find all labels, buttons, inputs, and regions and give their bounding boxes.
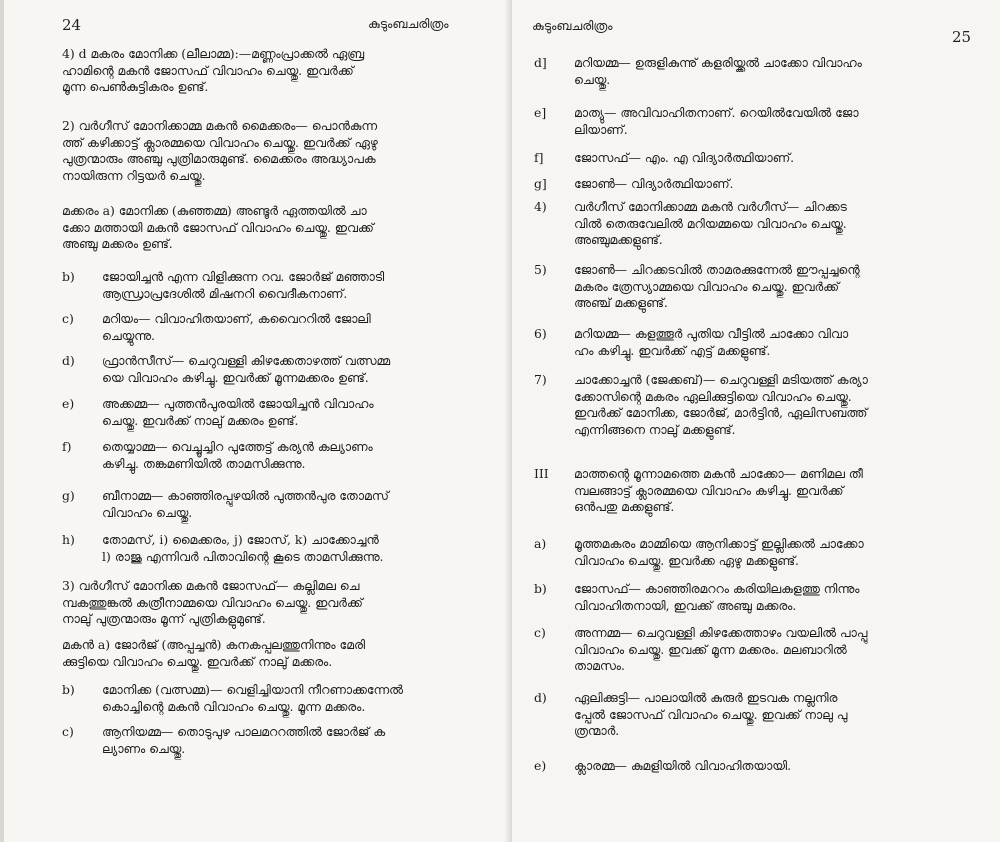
text-line: നായിരുന്ന റിട്ടയർ ചെയ്തു.: [62, 167, 206, 183]
list-item: [62, 353, 502, 387]
text-line: മൂന്ന പെൺകുട്ടികരം ഉണ്ട്.: [62, 79, 209, 94]
text-line: അന്നമ്മ— ചെറുവള്ളി കിഴക്കേത്താഴം വയലിൽ പാപ്പു: [574, 625, 868, 640]
list-item: [534, 536, 984, 570]
text-line: യെ വിവാഹം കഴിച്ചു. ഇവർക്ക് മൂന്നമക്കരം ഉണ്ട്.: [102, 369, 369, 385]
text-line: അഞ്ചുമക്കളുണ്ട്.: [574, 232, 663, 247]
text-line: വിൽ തെരുവേലിൽ മറിയമ്മയെ വിവാഹം ചെയ്തു.: [574, 215, 847, 231]
list-item: [534, 176, 984, 194]
text-line: ക്ലാരമ്മ— കുമളിയിൽ വിവാഹിതയായി.: [574, 758, 792, 773]
text-line: ആനിയമ്മ— തൊടുപുഴ പാലമററത്തിൽ ജോർജ് ക: [102, 724, 386, 739]
item-label: a): [534, 536, 547, 551]
text-line: ചാക്കോച്ചൻ (ജേക്കബ്)— ചെറുവള്ളി മടിയത്ത് കര്യാ: [574, 372, 868, 387]
item-label: c): [62, 311, 74, 326]
item-label: e): [534, 758, 547, 773]
item-label: e]: [534, 105, 547, 120]
list-item: [534, 372, 984, 442]
para-4: [62, 46, 502, 96]
para-3: [62, 578, 502, 628]
text-line: ഒൻപതു മക്കളുണ്ട്.: [574, 499, 675, 514]
list-item: [62, 311, 502, 345]
item-label: c): [534, 625, 546, 640]
list-item: [62, 488, 502, 522]
text-line: ആന്ധ്രാപ്രദേശിൽ മിഷനറി വൈദീകനാണ്.: [102, 285, 348, 301]
text-line: ക്കോസിന്റെ മകരം ഏലിക്കുട്ടിയെ വിവാഹം ചെയ്തു.: [574, 388, 852, 404]
item-label: b): [62, 269, 75, 284]
text-line: l) രാജു എന്നിവർ പിതാവിന്റെ കൂടെ താമസിക്കുന്നു.: [102, 548, 384, 564]
text-line: 4) d മകരം മോനിക്ക (ലീലാമ്മ):—മണ്ണംപ്രാക്കൽ ഏബ്ര: [62, 46, 365, 61]
text-line: കഴിച്ചു. തങ്കമണിയിൽ താമസിക്കുന്നു.: [102, 455, 306, 471]
text-line: ഏലിക്കുട്ടി— പാലായിൽ കുരുർ ഇടവക നല്ലനിര: [574, 690, 838, 705]
list-item: [534, 326, 984, 360]
list-item: [62, 724, 502, 758]
list-item: [534, 758, 984, 776]
text-line: 3) വർഗീസ് മോനിക്ക മകൻ ജോസഫ്— കല്ലിമല ചെ: [62, 578, 360, 593]
text-line: മകൻ a) ജോർജ് (അപ്പച്ചൻ) കനകപ്പലത്തുനിന്നും മേരി: [62, 637, 366, 652]
text-line: മൂത്തമകരം മാമ്മിയെ ആനിക്കാട്ട് ഇല്ലിക്കൽ ചാക്കോ: [574, 536, 864, 551]
para-makan: [62, 637, 502, 670]
text-line: ഹം കഴിച്ചു. ഇവർക്ക് എട്ട് മക്കളുണ്ട്.: [574, 342, 771, 358]
text-line: ത്രന്മാർ.: [574, 723, 620, 738]
list-item: [534, 105, 984, 139]
text-line: ജോസഫ്— കാഞ്ഞിരമററം കരിയിലകുളത്തു നിന്നും: [574, 581, 860, 596]
text-line: ചെയ്തു. ഇവർക്ക് നാലു് മക്കരം ഉണ്ട്.: [102, 412, 299, 428]
text-line: ജോൺ— ചിറക്കടവിൽ താമരക്കുന്നേൽ ഈപ്പച്ചന്റെ: [574, 262, 860, 277]
item-label: h): [62, 532, 75, 547]
section-label: III: [534, 466, 549, 481]
text-line: മാത്തന്റെ മൂന്നാമത്തെ മകൻ ചാക്കോ— മണിമല തീ: [574, 466, 863, 481]
text-line: മകരം ത്രേസ്യാമ്മയെ വിവാഹം ചെയ്തു. ഇവർക്ക്: [574, 278, 840, 294]
item-label: b): [534, 581, 547, 596]
text-line: പുത്രന്മാരും അഞ്ചു പുത്രിമാരുമുണ്ട്. മൈക്കരം അദ്ധ്യാപക: [62, 151, 376, 166]
text-line: ഹാമിന്റെ മകൻ ജോസഫ് വിവാഹം ചെയ്തു. ഇവർക്ക്: [62, 62, 354, 78]
text-line: ജോയിച്ചൻ എന്ന വിളിക്കുന്ന റവ. ജോർജ് മഞ്ഞാടി: [102, 269, 385, 284]
text-line: വിവാഹം ചെയ്തു. ഇവക്ക് മൂന്ന മക്കരം. മലബാറിൽ: [574, 641, 847, 657]
text-line: ഫ്രാൻസീസ്— ചെറുവള്ളി കിഴക്കേതാഴത്ത് വത്സമ്മ: [102, 353, 391, 368]
text-line: അഞ്ച് മക്കളുണ്ട്.: [574, 295, 668, 310]
right-page: [512, 0, 1000, 842]
text-line: വർഗീസ് മോനിക്കാമ്മ മകൻ വർഗീസ്— ചിറക്കട: [574, 199, 847, 214]
text-line: മോനിക്ക (വത്സമ്മ)— വെളിച്ചിയാനി നീറണാക്കന്നേൽ: [102, 682, 403, 697]
text-line: മ്പകത്തുങ്കൽ കത്രീനാമ്മയെ വിവാഹം ചെയ്തു. ഇവർക്ക്: [62, 594, 363, 610]
para-2: [62, 118, 502, 184]
text-line: താമസം.: [574, 658, 625, 673]
text-line: ചെയ്യുന്നു.: [102, 327, 155, 343]
list-item: [534, 581, 984, 615]
text-line: ജോസഫ്— എം. എ വിദ്യാർത്ഥിയാണ്.: [574, 150, 795, 165]
item-label: f]: [534, 150, 544, 165]
text-line: മറിയം— വിവാഹിതയാണ്, കവൈററിൽ ജോലി: [102, 311, 371, 326]
text-line: ല്യാണം ചെയ്തു.: [102, 740, 186, 756]
text-line: എന്നിങ്ങനെ നാലു് മക്കളുണ്ട്.: [574, 421, 736, 437]
text-line: വിവാഹം ചെയ്തു. ഇവർക്ക ഏഴു മക്കളുണ്ട്.: [574, 552, 799, 568]
page-number-right: 25: [952, 28, 972, 46]
item-label: 5): [534, 262, 547, 277]
item-label: d): [534, 690, 547, 705]
text-line: തെയ്യാമ്മ— വെച്ചൂച്ചിറ പുത്തേട്ട് കര്യൻ കല്യാണം: [102, 439, 373, 454]
item-label: e): [62, 396, 75, 411]
text-line: മറിയമ്മ— കളത്തൂർ പുതിയ വീട്ടിൽ ചാക്കോ വിവാ: [574, 326, 849, 341]
list-item: [534, 199, 984, 251]
text-line: ചെയ്തു.: [574, 71, 611, 87]
item-label: b): [62, 682, 75, 697]
page-edge: [0, 0, 4, 842]
list-item: [534, 55, 984, 89]
item-label: f): [62, 439, 72, 454]
text-line: വിവാഹം ചെയ്തു.: [102, 504, 193, 520]
text-line: വിവാഹിതനായി, ഇവക്ക് അഞ്ചു മക്കരം.: [574, 597, 797, 613]
list-item: [534, 625, 984, 677]
item-label: 4): [534, 199, 547, 214]
text-line: മക്കരം a) മോനിക്ക (കുഞ്ഞമ്മ) അണ്ടൂർ ഏത്തയിൽ ചാ: [62, 203, 367, 218]
text-line: ഇവർക്ക് മോനിക്ക, ജോർജ്, മാർട്ടിൻ, ഏലിസബത്ത്: [574, 405, 868, 420]
item-label: d): [62, 353, 75, 368]
item-label: g]: [534, 176, 547, 191]
list-item: [62, 269, 502, 303]
text-line: നാലു് പുത്രന്മാരും മൂന്ന് പുത്രികളുമുണ്ട്.: [62, 611, 266, 626]
list-item: [62, 439, 502, 473]
list-item: [534, 690, 984, 742]
text-line: ലിയാണ്.: [574, 121, 628, 137]
text-line: മ്പലങ്ങാട്ട് ക്ലാരമ്മയെ വിവാഹം കഴിച്ചു. ഇവർക്ക്: [574, 482, 844, 498]
text-line: ക്കോ മത്തായി മകൻ ജോസഫ് വിവാഹം ചെയ്തു. ഇവക്ക്: [62, 219, 374, 235]
item-label: g): [62, 488, 75, 503]
text-line: 2) വർഗീസ് മോനിക്കാമ്മ മകൻ മൈക്കരം— പൊൻകുന്ന: [62, 118, 378, 133]
list-item: [534, 262, 984, 314]
list-item: [534, 150, 984, 168]
item-label: 7): [534, 372, 547, 387]
text-line: പ്പേൽ ജോസഫ് വിവാഹം ചെയ്തു. ഇവക്ക് നാലു പു: [574, 706, 848, 722]
para-makkal: [62, 203, 502, 253]
text-line: മാത്യു— അവിവാഹിതനാണ്. റെയിൽവേയിൽ ജോ: [574, 105, 859, 120]
text-line: അക്കമ്മ— പുത്തൻപുരയിൽ ജോയിച്ചൻ വിവാഹം: [102, 396, 374, 411]
text-line: അഞ്ചു മക്കരം ഉണ്ട്.: [62, 236, 173, 251]
text-line: കൊച്ചിന്റെ മകൻ വിവാഹം ചെയ്തു. മൂന്ന മക്കരം.: [102, 698, 366, 714]
text-line: ബീനാമ്മ— കാഞ്ഞിരപ്പുഴയിൽ പുത്തൻപുര തോമസ്: [102, 488, 389, 503]
page-number-left: 24: [62, 16, 82, 34]
list-item: [62, 396, 502, 430]
list-item: [62, 532, 502, 566]
text-line: ജോൺ— വിദ്യാർത്ഥിയാണ്.: [574, 176, 734, 191]
text-line: ക്കുട്ടിയെ വിവാഹം ചെയ്തു. ഇവർക്ക് നാലു് മക്കരം.: [62, 653, 333, 669]
text-line: തോമസ്, i) മൈക്കരം, j) ജോസ്, k) ചാക്കോച്ചൻ: [102, 532, 379, 547]
item-label: c): [62, 724, 74, 739]
running-head-left: കുടുംബചരിത്രം: [368, 16, 449, 31]
item-label: 6): [534, 326, 547, 341]
running-head-right: കുടുംബചരിത്രം: [532, 18, 613, 33]
text-line: ത്ത് കഴിക്കാട്ട് ക്ലാരമ്മയെ വിവാഹം ചെയ്തു. ഇവർക്ക് ഏഴു: [62, 134, 378, 150]
item-label: d]: [534, 55, 547, 70]
list-item: [62, 682, 502, 716]
section-iii: [534, 466, 984, 518]
text-line: മറിയമ്മ— ഉരുളികുന്നു് കളരിയ്ക്കൽ ചാക്കോ വിവാഹം: [574, 55, 862, 70]
